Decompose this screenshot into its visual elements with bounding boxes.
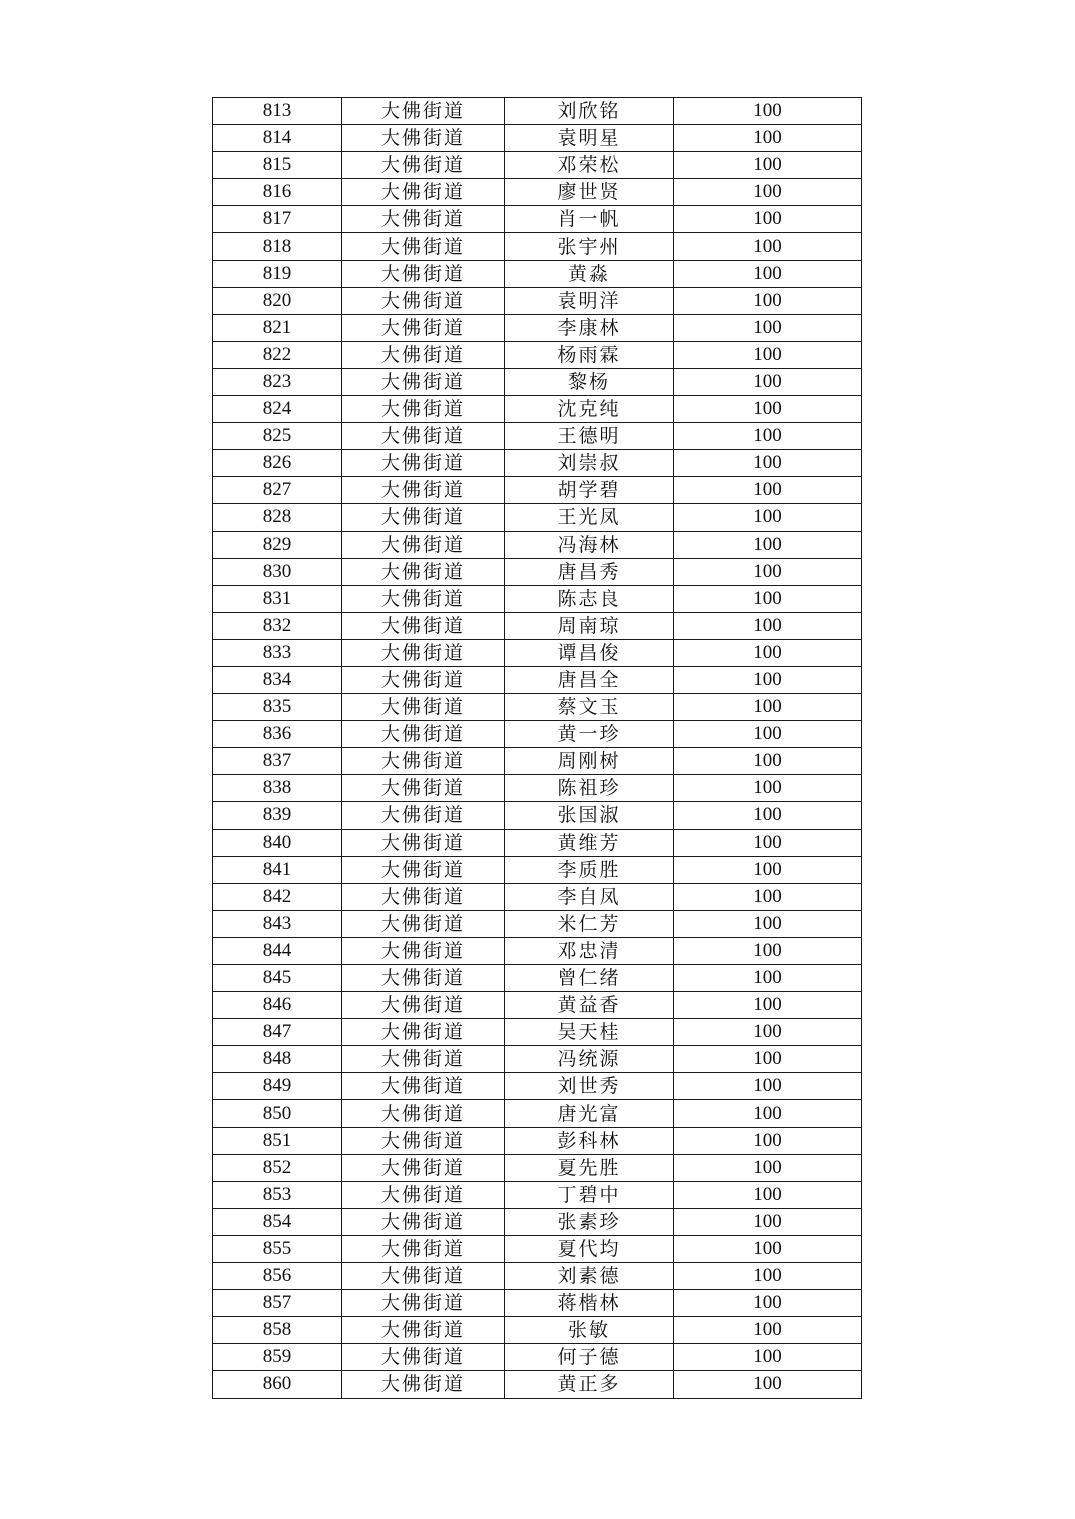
street-cell: 大佛街道	[342, 314, 505, 341]
table-row	[213, 368, 862, 395]
person-name-cell: 张敏	[505, 1317, 674, 1344]
street-cell: 大佛街道	[342, 125, 505, 152]
amount-cell: 100	[674, 450, 862, 477]
table-body	[213, 98, 862, 1399]
street-cell: 大佛街道	[342, 639, 505, 666]
amount-cell: 100	[674, 748, 862, 775]
table-row	[213, 287, 862, 314]
amount-cell: 100	[674, 1208, 862, 1235]
table-row	[213, 125, 862, 152]
table-row	[213, 666, 862, 693]
amount-cell: 100	[674, 1263, 862, 1290]
table-row	[213, 694, 862, 721]
street-cell: 大佛街道	[342, 1235, 505, 1262]
amount-cell: 100	[674, 1073, 862, 1100]
street-cell: 大佛街道	[342, 1181, 505, 1208]
street-cell: 大佛街道	[342, 910, 505, 937]
amount-cell: 100	[674, 1019, 862, 1046]
serial-number-cell: 833	[213, 639, 342, 666]
table-row	[213, 396, 862, 423]
person-name-cell: 冯海林	[505, 531, 674, 558]
serial-number-cell: 841	[213, 856, 342, 883]
amount-cell: 100	[674, 829, 862, 856]
amount-cell: 100	[674, 341, 862, 368]
person-name-cell: 廖世贤	[505, 179, 674, 206]
amount-cell: 100	[674, 1127, 862, 1154]
person-name-cell: 吴天桂	[505, 1019, 674, 1046]
serial-number-cell: 836	[213, 721, 342, 748]
amount-cell: 100	[674, 1371, 862, 1398]
serial-number-cell: 830	[213, 558, 342, 585]
table-row	[213, 1263, 862, 1290]
table-row	[213, 965, 862, 992]
amount-cell: 100	[674, 314, 862, 341]
table-row	[213, 1344, 862, 1371]
serial-number-cell: 814	[213, 125, 342, 152]
serial-number-cell: 821	[213, 314, 342, 341]
table-row	[213, 152, 862, 179]
serial-number-cell: 831	[213, 585, 342, 612]
table-row	[213, 721, 862, 748]
street-cell: 大佛街道	[342, 287, 505, 314]
table-row	[213, 423, 862, 450]
amount-cell: 100	[674, 992, 862, 1019]
table-row	[213, 206, 862, 233]
serial-number-cell: 826	[213, 450, 342, 477]
table-row	[213, 558, 862, 585]
table-row	[213, 341, 862, 368]
serial-number-cell: 839	[213, 802, 342, 829]
serial-number-cell: 845	[213, 965, 342, 992]
table-row	[213, 1127, 862, 1154]
table-row	[213, 1208, 862, 1235]
serial-number-cell: 822	[213, 341, 342, 368]
amount-cell: 100	[674, 883, 862, 910]
serial-number-cell: 832	[213, 612, 342, 639]
street-cell: 大佛街道	[342, 1100, 505, 1127]
street-cell: 大佛街道	[342, 829, 505, 856]
person-name-cell: 黄一珍	[505, 721, 674, 748]
amount-cell: 100	[674, 694, 862, 721]
serial-number-cell: 838	[213, 775, 342, 802]
person-name-cell: 沈克纯	[505, 396, 674, 423]
amount-cell: 100	[674, 260, 862, 287]
street-cell: 大佛街道	[342, 1290, 505, 1317]
person-name-cell: 王德明	[505, 423, 674, 450]
street-cell: 大佛街道	[342, 883, 505, 910]
person-name-cell: 胡学碧	[505, 477, 674, 504]
street-cell: 大佛街道	[342, 558, 505, 585]
serial-number-cell: 828	[213, 504, 342, 531]
person-name-cell: 刘崇叔	[505, 450, 674, 477]
person-name-cell: 唐昌秀	[505, 558, 674, 585]
person-name-cell: 周刚树	[505, 748, 674, 775]
serial-number-cell: 824	[213, 396, 342, 423]
street-cell: 大佛街道	[342, 260, 505, 287]
amount-cell: 100	[674, 206, 862, 233]
table-row	[213, 1154, 862, 1181]
person-name-cell: 唐光富	[505, 1100, 674, 1127]
street-cell: 大佛街道	[342, 1208, 505, 1235]
table-row	[213, 775, 862, 802]
person-name-cell: 唐昌全	[505, 666, 674, 693]
serial-number-cell: 850	[213, 1100, 342, 1127]
street-cell: 大佛街道	[342, 341, 505, 368]
person-name-cell: 谭昌俊	[505, 639, 674, 666]
serial-number-cell: 843	[213, 910, 342, 937]
amount-cell: 100	[674, 775, 862, 802]
person-name-cell: 李康林	[505, 314, 674, 341]
amount-cell: 100	[674, 856, 862, 883]
street-cell: 大佛街道	[342, 1263, 505, 1290]
amount-cell: 100	[674, 1100, 862, 1127]
person-name-cell: 蔡文玉	[505, 694, 674, 721]
amount-cell: 100	[674, 558, 862, 585]
person-name-cell: 彭科林	[505, 1127, 674, 1154]
person-name-cell: 张国淑	[505, 802, 674, 829]
person-name-cell: 袁明星	[505, 125, 674, 152]
street-cell: 大佛街道	[342, 965, 505, 992]
table-row	[213, 1235, 862, 1262]
person-name-cell: 何子德	[505, 1344, 674, 1371]
amount-cell: 100	[674, 504, 862, 531]
person-name-cell: 袁明洋	[505, 287, 674, 314]
serial-number-cell: 817	[213, 206, 342, 233]
amount-cell: 100	[674, 287, 862, 314]
person-name-cell: 张素珍	[505, 1208, 674, 1235]
table-row	[213, 98, 862, 125]
amount-cell: 100	[674, 721, 862, 748]
street-cell: 大佛街道	[342, 992, 505, 1019]
serial-number-cell: 819	[213, 260, 342, 287]
person-name-cell: 陈祖珍	[505, 775, 674, 802]
subsidy-list-table	[212, 97, 862, 1399]
person-name-cell: 米仁芳	[505, 910, 674, 937]
table-row	[213, 639, 862, 666]
person-name-cell: 黎杨	[505, 368, 674, 395]
street-cell: 大佛街道	[342, 450, 505, 477]
street-cell: 大佛街道	[342, 721, 505, 748]
amount-cell: 100	[674, 1317, 862, 1344]
table-row	[213, 802, 862, 829]
person-name-cell: 刘世秀	[505, 1073, 674, 1100]
serial-number-cell: 818	[213, 233, 342, 260]
street-cell: 大佛街道	[342, 1073, 505, 1100]
serial-number-cell: 854	[213, 1208, 342, 1235]
person-name-cell: 黄淼	[505, 260, 674, 287]
amount-cell: 100	[674, 179, 862, 206]
table-row	[213, 233, 862, 260]
serial-number-cell: 829	[213, 531, 342, 558]
table-row	[213, 856, 862, 883]
street-cell: 大佛街道	[342, 694, 505, 721]
street-cell: 大佛街道	[342, 585, 505, 612]
person-name-cell: 夏先胜	[505, 1154, 674, 1181]
table-row	[213, 477, 862, 504]
person-name-cell: 刘素德	[505, 1263, 674, 1290]
street-cell: 大佛街道	[342, 504, 505, 531]
table-row	[213, 179, 862, 206]
street-cell: 大佛街道	[342, 666, 505, 693]
table-row	[213, 937, 862, 964]
amount-cell: 100	[674, 368, 862, 395]
serial-number-cell: 823	[213, 368, 342, 395]
serial-number-cell: 855	[213, 1235, 342, 1262]
amount-cell: 100	[674, 98, 862, 125]
person-name-cell: 冯统源	[505, 1046, 674, 1073]
table-row	[213, 1100, 862, 1127]
street-cell: 大佛街道	[342, 856, 505, 883]
amount-cell: 100	[674, 965, 862, 992]
person-name-cell: 张宇州	[505, 233, 674, 260]
table-row	[213, 504, 862, 531]
table-row	[213, 1019, 862, 1046]
person-name-cell: 曾仁绪	[505, 965, 674, 992]
person-name-cell: 邓荣松	[505, 152, 674, 179]
amount-cell: 100	[674, 531, 862, 558]
serial-number-cell: 827	[213, 477, 342, 504]
table-row	[213, 1290, 862, 1317]
street-cell: 大佛街道	[342, 775, 505, 802]
street-cell: 大佛街道	[342, 206, 505, 233]
amount-cell: 100	[674, 1181, 862, 1208]
person-name-cell: 周南琼	[505, 612, 674, 639]
serial-number-cell: 851	[213, 1127, 342, 1154]
table-row	[213, 910, 862, 937]
table-row	[213, 1317, 862, 1344]
amount-cell: 100	[674, 1235, 862, 1262]
amount-cell: 100	[674, 910, 862, 937]
amount-cell: 100	[674, 423, 862, 450]
amount-cell: 100	[674, 1290, 862, 1317]
table-row	[213, 260, 862, 287]
serial-number-cell: 842	[213, 883, 342, 910]
person-name-cell: 王光凤	[505, 504, 674, 531]
serial-number-cell: 825	[213, 423, 342, 450]
serial-number-cell: 815	[213, 152, 342, 179]
serial-number-cell: 820	[213, 287, 342, 314]
amount-cell: 100	[674, 233, 862, 260]
street-cell: 大佛街道	[342, 233, 505, 260]
serial-number-cell: 853	[213, 1181, 342, 1208]
person-name-cell: 蒋楷林	[505, 1290, 674, 1317]
street-cell: 大佛街道	[342, 423, 505, 450]
street-cell: 大佛街道	[342, 368, 505, 395]
table-row	[213, 992, 862, 1019]
person-name-cell: 邓忠清	[505, 937, 674, 964]
serial-number-cell: 860	[213, 1371, 342, 1398]
street-cell: 大佛街道	[342, 802, 505, 829]
serial-number-cell: 859	[213, 1344, 342, 1371]
amount-cell: 100	[674, 585, 862, 612]
person-name-cell: 黄益香	[505, 992, 674, 1019]
table-row	[213, 1181, 862, 1208]
table-row	[213, 1371, 862, 1398]
serial-number-cell: 848	[213, 1046, 342, 1073]
amount-cell: 100	[674, 639, 862, 666]
amount-cell: 100	[674, 477, 862, 504]
amount-cell: 100	[674, 937, 862, 964]
serial-number-cell: 849	[213, 1073, 342, 1100]
street-cell: 大佛街道	[342, 1154, 505, 1181]
serial-number-cell: 837	[213, 748, 342, 775]
person-name-cell: 刘欣铭	[505, 98, 674, 125]
street-cell: 大佛街道	[342, 396, 505, 423]
street-cell: 大佛街道	[342, 1019, 505, 1046]
person-name-cell: 丁碧中	[505, 1181, 674, 1208]
street-cell: 大佛街道	[342, 531, 505, 558]
street-cell: 大佛街道	[342, 612, 505, 639]
table-row	[213, 1046, 862, 1073]
person-name-cell: 黄正多	[505, 1371, 674, 1398]
serial-number-cell: 840	[213, 829, 342, 856]
serial-number-cell: 844	[213, 937, 342, 964]
serial-number-cell: 834	[213, 666, 342, 693]
table-row	[213, 748, 862, 775]
street-cell: 大佛街道	[342, 1046, 505, 1073]
street-cell: 大佛街道	[342, 1371, 505, 1398]
table-row	[213, 450, 862, 477]
serial-number-cell: 816	[213, 179, 342, 206]
amount-cell: 100	[674, 802, 862, 829]
street-cell: 大佛街道	[342, 748, 505, 775]
serial-number-cell: 852	[213, 1154, 342, 1181]
amount-cell: 100	[674, 1046, 862, 1073]
serial-number-cell: 847	[213, 1019, 342, 1046]
amount-cell: 100	[674, 125, 862, 152]
person-name-cell: 肖一帆	[505, 206, 674, 233]
table-row	[213, 1073, 862, 1100]
person-name-cell: 杨雨霖	[505, 341, 674, 368]
serial-number-cell: 857	[213, 1290, 342, 1317]
table-row	[213, 612, 862, 639]
street-cell: 大佛街道	[342, 98, 505, 125]
street-cell: 大佛街道	[342, 179, 505, 206]
table-row	[213, 531, 862, 558]
street-cell: 大佛街道	[342, 1344, 505, 1371]
table-row	[213, 829, 862, 856]
person-name-cell: 夏代均	[505, 1235, 674, 1262]
amount-cell: 100	[674, 666, 862, 693]
amount-cell: 100	[674, 396, 862, 423]
amount-cell: 100	[674, 612, 862, 639]
street-cell: 大佛街道	[342, 1317, 505, 1344]
amount-cell: 100	[674, 1154, 862, 1181]
person-name-cell: 陈志良	[505, 585, 674, 612]
serial-number-cell: 835	[213, 694, 342, 721]
table-row	[213, 883, 862, 910]
amount-cell: 100	[674, 1344, 862, 1371]
table-row	[213, 585, 862, 612]
person-name-cell: 李自凤	[505, 883, 674, 910]
amount-cell: 100	[674, 152, 862, 179]
serial-number-cell: 846	[213, 992, 342, 1019]
serial-number-cell: 813	[213, 98, 342, 125]
street-cell: 大佛街道	[342, 152, 505, 179]
street-cell: 大佛街道	[342, 937, 505, 964]
person-name-cell: 李质胜	[505, 856, 674, 883]
serial-number-cell: 858	[213, 1317, 342, 1344]
person-name-cell: 黄维芳	[505, 829, 674, 856]
street-cell: 大佛街道	[342, 477, 505, 504]
table-row	[213, 314, 862, 341]
street-cell: 大佛街道	[342, 1127, 505, 1154]
serial-number-cell: 856	[213, 1263, 342, 1290]
